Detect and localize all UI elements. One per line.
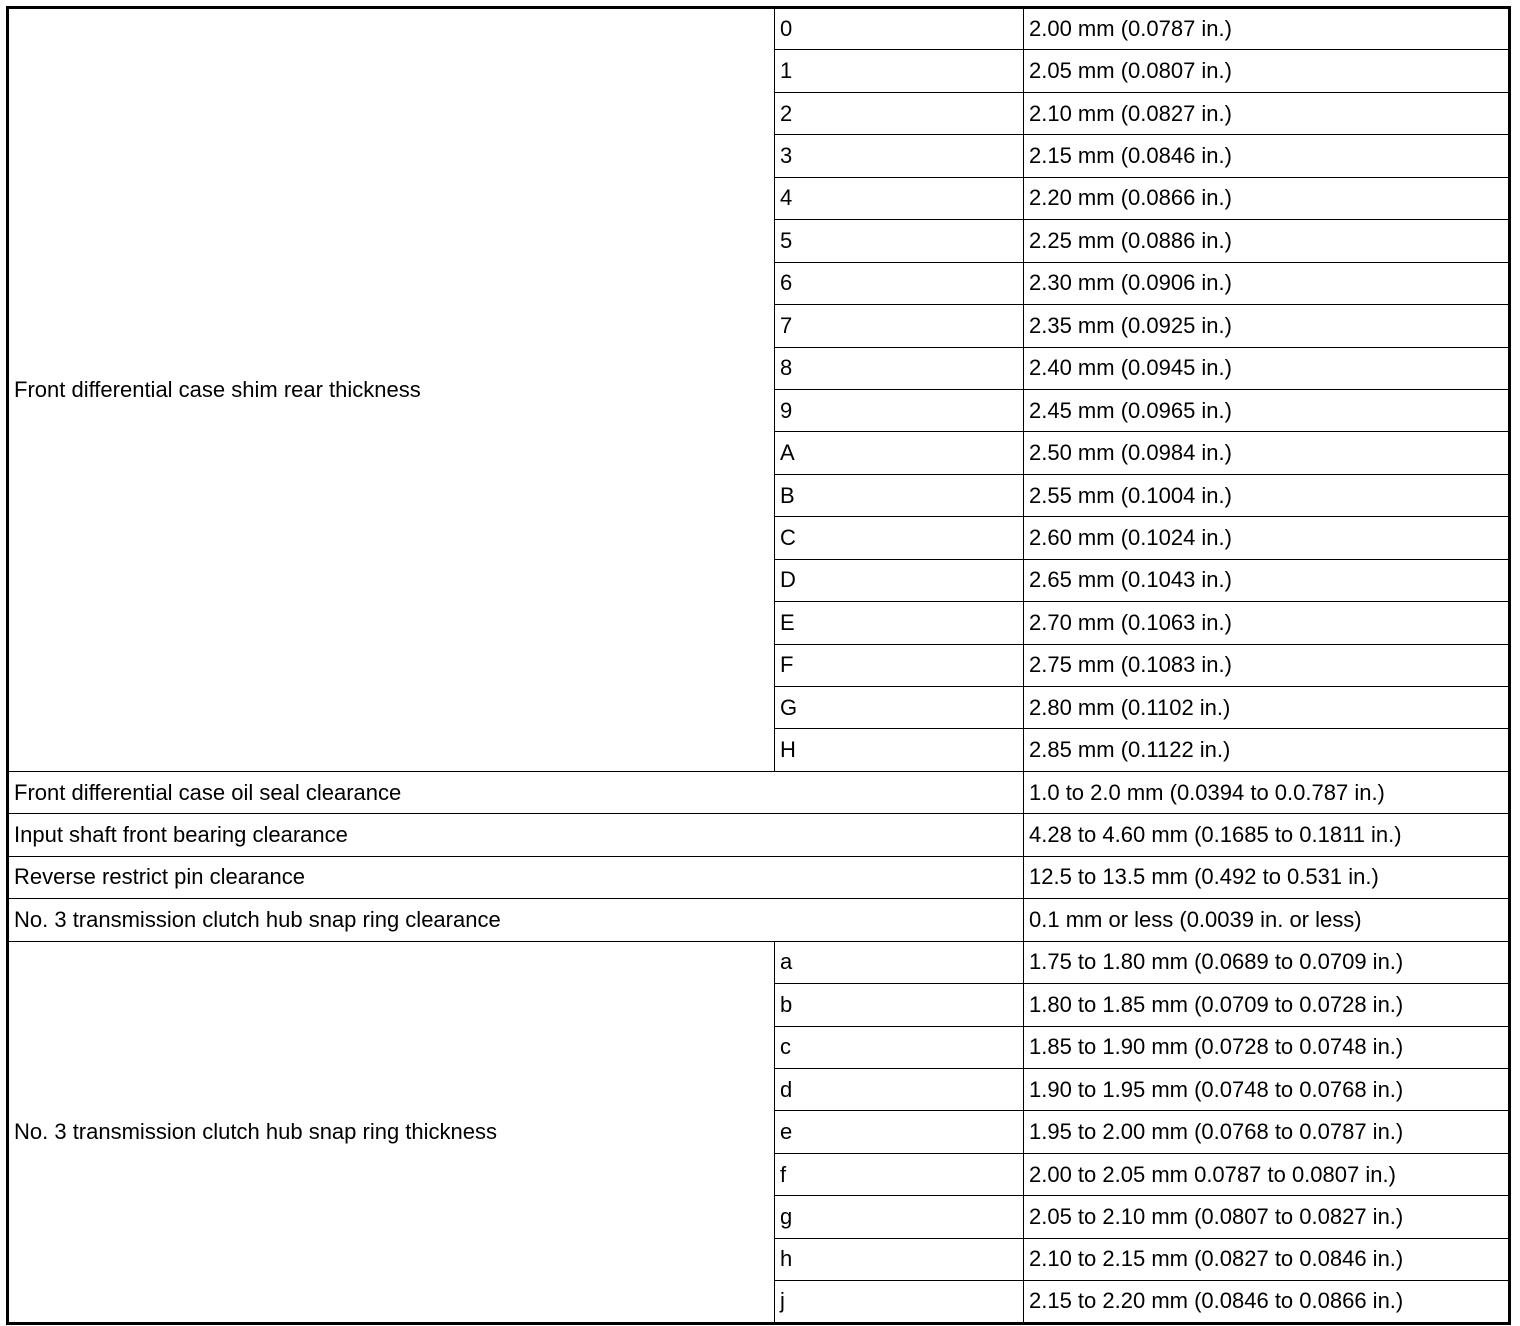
value-cell: 2.80 mm (0.1102 in.)	[1024, 687, 1510, 729]
value-cell: 1.0 to 2.0 mm (0.0394 to 0.0.787 in.)	[1024, 771, 1510, 813]
mark-cell: 4	[775, 177, 1024, 219]
value-cell: 0.1 mm or less (0.0039 in. or less)	[1024, 899, 1510, 941]
item-name-cell: Reverse restrict pin clearance	[8, 856, 1024, 898]
table-row	[8, 856, 1510, 898]
value-cell: 2.65 mm (0.1043 in.)	[1024, 559, 1510, 601]
value-cell: 1.85 to 1.90 mm (0.0728 to 0.0748 in.)	[1024, 1026, 1510, 1068]
mark-cell: a	[775, 941, 1024, 983]
value-cell: 2.50 mm (0.0984 in.)	[1024, 432, 1510, 474]
value-cell: 2.55 mm (0.1004 in.)	[1024, 474, 1510, 516]
value-cell: 2.25 mm (0.0886 in.)	[1024, 220, 1510, 262]
mark-cell: 9	[775, 389, 1024, 431]
mark-cell: d	[775, 1068, 1024, 1110]
value-cell: 1.90 to 1.95 mm (0.0748 to 0.0768 in.)	[1024, 1068, 1510, 1110]
mark-cell: g	[775, 1196, 1024, 1238]
mark-cell: b	[775, 984, 1024, 1026]
mark-cell: 7	[775, 305, 1024, 347]
table-row	[8, 814, 1510, 856]
value-cell: 2.30 mm (0.0906 in.)	[1024, 262, 1510, 304]
mark-cell: j	[775, 1281, 1024, 1323]
value-cell: 1.80 to 1.85 mm (0.0709 to 0.0728 in.)	[1024, 984, 1510, 1026]
mark-cell: 6	[775, 262, 1024, 304]
mark-cell: 2	[775, 92, 1024, 134]
item-name-cell: No. 3 transmission clutch hub snap ring thickness	[8, 941, 775, 1323]
item-name-cell: No. 3 transmission clutch hub snap ring clearance	[8, 899, 1024, 941]
mark-cell: 8	[775, 347, 1024, 389]
value-cell: 2.00 mm (0.0787 in.)	[1024, 8, 1510, 50]
value-cell: 2.45 mm (0.0965 in.)	[1024, 389, 1510, 431]
mark-cell: F	[775, 644, 1024, 686]
value-cell: 1.95 to 2.00 mm (0.0768 to 0.0787 in.)	[1024, 1111, 1510, 1153]
item-name-cell: Front differential case oil seal clearance	[8, 771, 1024, 813]
mark-cell: 5	[775, 220, 1024, 262]
value-cell: 2.15 to 2.20 mm (0.0846 to 0.0866 in.)	[1024, 1281, 1510, 1323]
table-row	[8, 899, 1510, 941]
value-cell: 2.60 mm (0.1024 in.)	[1024, 517, 1510, 559]
value-cell: 2.40 mm (0.0945 in.)	[1024, 347, 1510, 389]
mark-cell: e	[775, 1111, 1024, 1153]
value-cell: 2.75 mm (0.1083 in.)	[1024, 644, 1510, 686]
mark-cell: A	[775, 432, 1024, 474]
table-row	[8, 8, 1510, 50]
value-cell: 2.85 mm (0.1122 in.)	[1024, 729, 1510, 771]
mark-cell: H	[775, 729, 1024, 771]
value-cell: 2.05 to 2.10 mm (0.0807 to 0.0827 in.)	[1024, 1196, 1510, 1238]
spec-table	[6, 6, 1511, 1325]
value-cell: 12.5 to 13.5 mm (0.492 to 0.531 in.)	[1024, 856, 1510, 898]
mark-cell: C	[775, 517, 1024, 559]
mark-cell: G	[775, 687, 1024, 729]
mark-cell: c	[775, 1026, 1024, 1068]
value-cell: 4.28 to 4.60 mm (0.1685 to 0.1811 in.)	[1024, 814, 1510, 856]
value-cell: 2.20 mm (0.0866 in.)	[1024, 177, 1510, 219]
value-cell: 2.05 mm (0.0807 in.)	[1024, 50, 1510, 92]
item-name-cell: Front differential case shim rear thickness	[8, 8, 775, 772]
mark-cell: B	[775, 474, 1024, 516]
mark-cell: 3	[775, 135, 1024, 177]
spec-table-body	[8, 8, 1510, 1324]
mark-cell: E	[775, 602, 1024, 644]
value-cell: 1.75 to 1.80 mm (0.0689 to 0.0709 in.)	[1024, 941, 1510, 983]
mark-cell: 1	[775, 50, 1024, 92]
value-cell: 2.10 to 2.15 mm (0.0827 to 0.0846 in.)	[1024, 1238, 1510, 1280]
value-cell: 2.70 mm (0.1063 in.)	[1024, 602, 1510, 644]
value-cell: 2.35 mm (0.0925 in.)	[1024, 305, 1510, 347]
mark-cell: h	[775, 1238, 1024, 1280]
value-cell: 2.00 to 2.05 mm 0.0787 to 0.0807 in.)	[1024, 1153, 1510, 1195]
mark-cell: D	[775, 559, 1024, 601]
value-cell: 2.10 mm (0.0827 in.)	[1024, 92, 1510, 134]
mark-cell: 0	[775, 8, 1024, 50]
item-name-cell: Input shaft front bearing clearance	[8, 814, 1024, 856]
table-row	[8, 771, 1510, 813]
mark-cell: f	[775, 1153, 1024, 1195]
table-row	[8, 941, 1510, 983]
value-cell: 2.15 mm (0.0846 in.)	[1024, 135, 1510, 177]
